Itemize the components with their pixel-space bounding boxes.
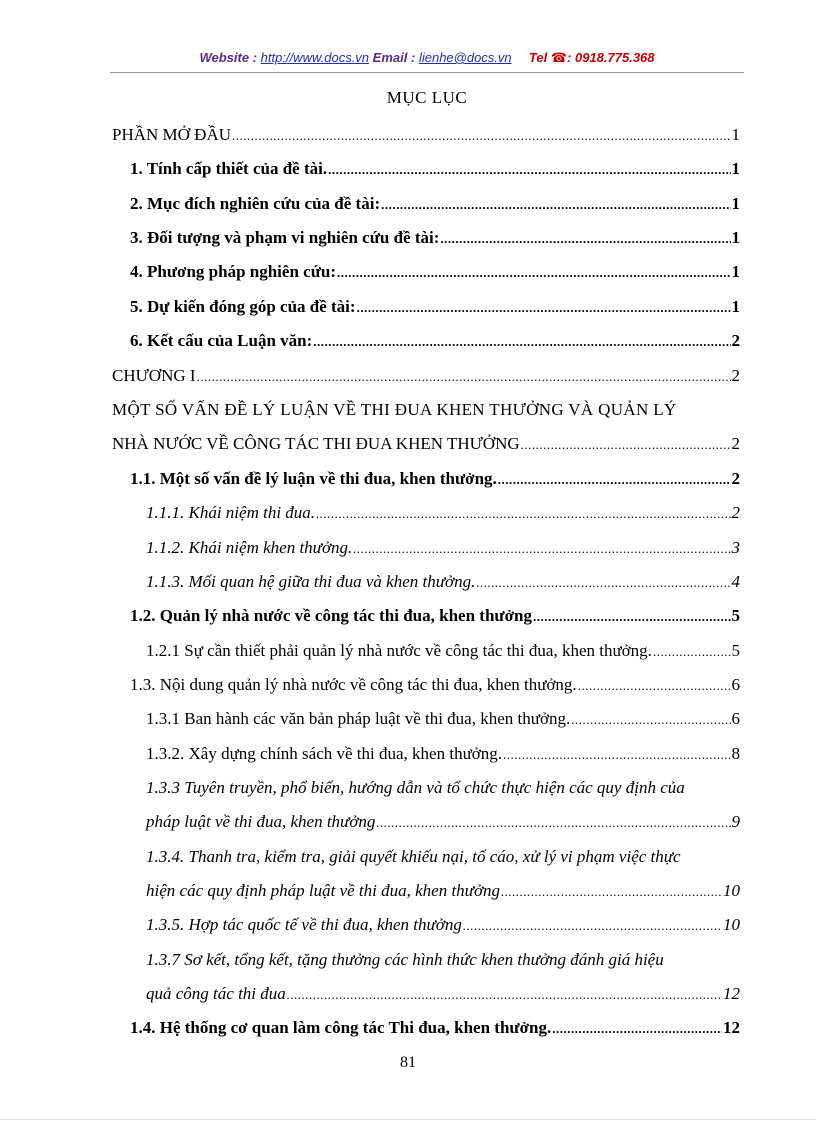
toc-entry-page: 1 xyxy=(731,297,740,316)
toc-entry-page: 1 xyxy=(731,159,740,178)
toc-entry-text: 1.3. Nội dung quản lý nhà nước về công tác thi đua, khen thưởng. xyxy=(130,675,577,694)
toc-entry-page: 5 xyxy=(731,641,740,660)
toc-entry[interactable] xyxy=(146,811,740,834)
toc-entry-text[interactable]: MỘT SỐ VẤN ĐỀ LÝ LUẬN VỀ THI ĐUA KHEN THƯỞNG VÀ QUẢN LÝ xyxy=(112,400,677,419)
toc-entry-page: 1 xyxy=(731,125,740,144)
toc-leader xyxy=(501,881,722,903)
toc-entry-text[interactable]: 1.3.4. Thanh tra, kiểm tra, giải quyết khiếu nại, tố cáo, xử lý vi phạm việc thực xyxy=(146,847,681,866)
toc-leader xyxy=(440,228,730,250)
toc-entry-page: 4 xyxy=(731,572,740,591)
toc-entry[interactable] xyxy=(146,914,740,937)
toc-entry-page: 2 xyxy=(731,503,740,522)
toc-leader xyxy=(653,641,731,663)
toc-leader xyxy=(232,125,730,147)
toc-leader xyxy=(376,812,730,834)
toc-entry[interactable] xyxy=(130,261,740,284)
toc-leader xyxy=(578,675,731,697)
toc-entry-page: 2 xyxy=(731,469,740,488)
toc-entry-page: 5 xyxy=(731,606,740,625)
website-link[interactable]: http://www.docs.vn xyxy=(260,50,370,65)
toc-entry-text: 1.1. Một số vấn đề lý luận về thi đua, khen thưởng. xyxy=(130,469,497,488)
toc-entry-page: 10 xyxy=(723,881,740,900)
tel-value: : 0918.775.368 xyxy=(567,50,655,65)
website-label: Website : xyxy=(199,50,258,65)
phone-icon: ☎ xyxy=(550,50,568,65)
toc-entry-text: 1. Tính cấp thiết của đề tài. xyxy=(130,159,328,178)
toc-entry[interactable] xyxy=(112,365,740,388)
page-title: MỤC LỤC xyxy=(386,88,468,107)
toc-entry-text: 1.2. Quản lý nhà nước về công tác thi đua, khen thưởng xyxy=(130,606,532,625)
toc-leader xyxy=(313,331,730,353)
email-link[interactable]: lienhe@docs.vn xyxy=(418,50,512,65)
toc-entry-page: 9 xyxy=(731,812,740,831)
toc-entry[interactable] xyxy=(146,708,740,731)
toc-entry-page: 10 xyxy=(723,915,740,934)
toc-entry-page: 8 xyxy=(731,744,740,763)
toc-entry-text: 1.3.2. Xây dựng chính sách về thi đua, khen thưởng. xyxy=(146,744,503,763)
toc-entry[interactable] xyxy=(130,296,740,319)
toc-entry-text: 1.1.2. Khái niệm khen thưởng. xyxy=(146,538,353,557)
toc-entry-text: 2. Mục đích nghiên cứu của đề tài: xyxy=(130,194,381,213)
toc-leader xyxy=(521,434,731,456)
toc-entry[interactable] xyxy=(130,468,740,491)
toc-entry-text: quả công tác thi đua xyxy=(146,984,286,1003)
toc-entry-text[interactable]: 1.3.3 Tuyên truyền, phổ biến, hướng dẫn và tổ chức thực hiện các quy định của xyxy=(146,778,685,797)
email-separator: : xyxy=(410,50,416,65)
toc-entry-text: 6. Kết cấu của Luận văn: xyxy=(130,331,313,350)
toc-entry[interactable] xyxy=(146,983,740,1006)
toc-entry[interactable] xyxy=(146,880,740,903)
toc-leader xyxy=(552,1018,722,1040)
toc-entry-text: 5. Dự kiến đóng góp của đề tài: xyxy=(130,297,356,316)
toc-entry-page: 12 xyxy=(723,984,740,1003)
toc-entry-page: 1 xyxy=(731,194,740,213)
toc-entry[interactable] xyxy=(130,193,740,216)
toc-entry-text: hiện các quy định pháp luật về thi đua, khen thưởng xyxy=(146,881,501,900)
toc-entry-page: 2 xyxy=(731,366,740,385)
toc-entry[interactable] xyxy=(146,640,740,663)
toc-entry-text: 1.2.1 Sự cần thiết phải quản lý nhà nước về công tác thi đua, khen thưởng. xyxy=(146,641,652,660)
toc-leader xyxy=(463,915,722,937)
toc-entry[interactable] xyxy=(146,537,740,560)
toc-entry-page: 12 xyxy=(723,1018,740,1037)
email-label: Email xyxy=(372,50,408,65)
toc-entry[interactable] xyxy=(130,605,740,628)
page-number: 81 xyxy=(400,1054,416,1071)
toc-entry[interactable] xyxy=(112,124,740,147)
toc-entry-page: 1 xyxy=(731,262,740,281)
toc-entry[interactable] xyxy=(130,227,740,250)
toc-entry[interactable] xyxy=(146,571,740,594)
toc-leader xyxy=(316,503,730,525)
toc-entry-text: NHÀ NƯỚC VỀ CÔNG TÁC THI ĐUA KHEN THƯỞNG xyxy=(112,434,520,453)
toc-entry-text: 1.3.1 Ban hành các văn bản pháp luật về thi đua, khen thưởng. xyxy=(146,709,571,728)
toc-entry-text: pháp luật về thi đua, khen thưởng xyxy=(146,812,376,831)
toc-entry-page: 3 xyxy=(731,538,740,557)
toc-entry-text: 1.1.3. Mối quan hệ giữa thi đua và khen thưởng. xyxy=(146,572,476,591)
toc-entry-text: CHƯƠNG I xyxy=(112,366,196,385)
toc-entry[interactable] xyxy=(130,330,740,353)
toc-entry-page: 1 xyxy=(731,228,740,247)
toc-leader xyxy=(337,262,730,284)
page-bottom-divider xyxy=(0,1119,816,1120)
toc-leader xyxy=(357,297,731,319)
toc-entry-page: 6 xyxy=(731,675,740,694)
toc-entry[interactable] xyxy=(130,158,740,181)
tel-label: Tel xyxy=(528,50,548,65)
toc-leader xyxy=(476,572,730,594)
toc-entry-text: 3. Đối tượng và phạm vi nghiên cứu đề tài: xyxy=(130,228,440,247)
toc-entry[interactable] xyxy=(146,502,740,525)
toc-leader xyxy=(353,538,730,560)
toc-entry-text: 1.3.5. Hợp tác quốc tế về thi đua, khen thưởng xyxy=(146,915,462,934)
toc-leader xyxy=(287,984,722,1006)
toc-leader xyxy=(328,159,730,181)
toc-entry-text[interactable]: 1.3.7 Sơ kết, tổng kết, tặng thưởng các hình thức khen thưởng đánh giá hiệu xyxy=(146,950,664,969)
toc-leader xyxy=(533,606,731,628)
toc-entry-text: 1.4. Hệ thống cơ quan làm công tác Thi đua, khen thưởng. xyxy=(130,1018,552,1037)
toc-entry-page: 2 xyxy=(731,331,740,350)
toc-entry-text: PHẦN MỞ ĐẦU xyxy=(112,125,232,144)
toc-entry-page: 6 xyxy=(731,709,740,728)
toc-leader xyxy=(197,366,731,388)
website-header xyxy=(110,50,744,66)
toc-leader xyxy=(498,469,731,491)
toc-leader xyxy=(381,194,730,216)
toc-entry-page: 2 xyxy=(731,434,740,453)
toc-entry[interactable] xyxy=(112,433,740,456)
toc-leader xyxy=(503,744,730,766)
toc-entry-text: 1.1.1. Khái niệm thi đua. xyxy=(146,503,316,522)
header-divider xyxy=(110,72,744,73)
toc-entry-text: 4. Phương pháp nghiên cứu: xyxy=(130,262,337,281)
toc-entry[interactable] xyxy=(130,674,740,697)
toc-entry[interactable] xyxy=(130,1017,740,1040)
toc-entry[interactable] xyxy=(146,743,740,766)
toc-leader xyxy=(571,709,730,731)
